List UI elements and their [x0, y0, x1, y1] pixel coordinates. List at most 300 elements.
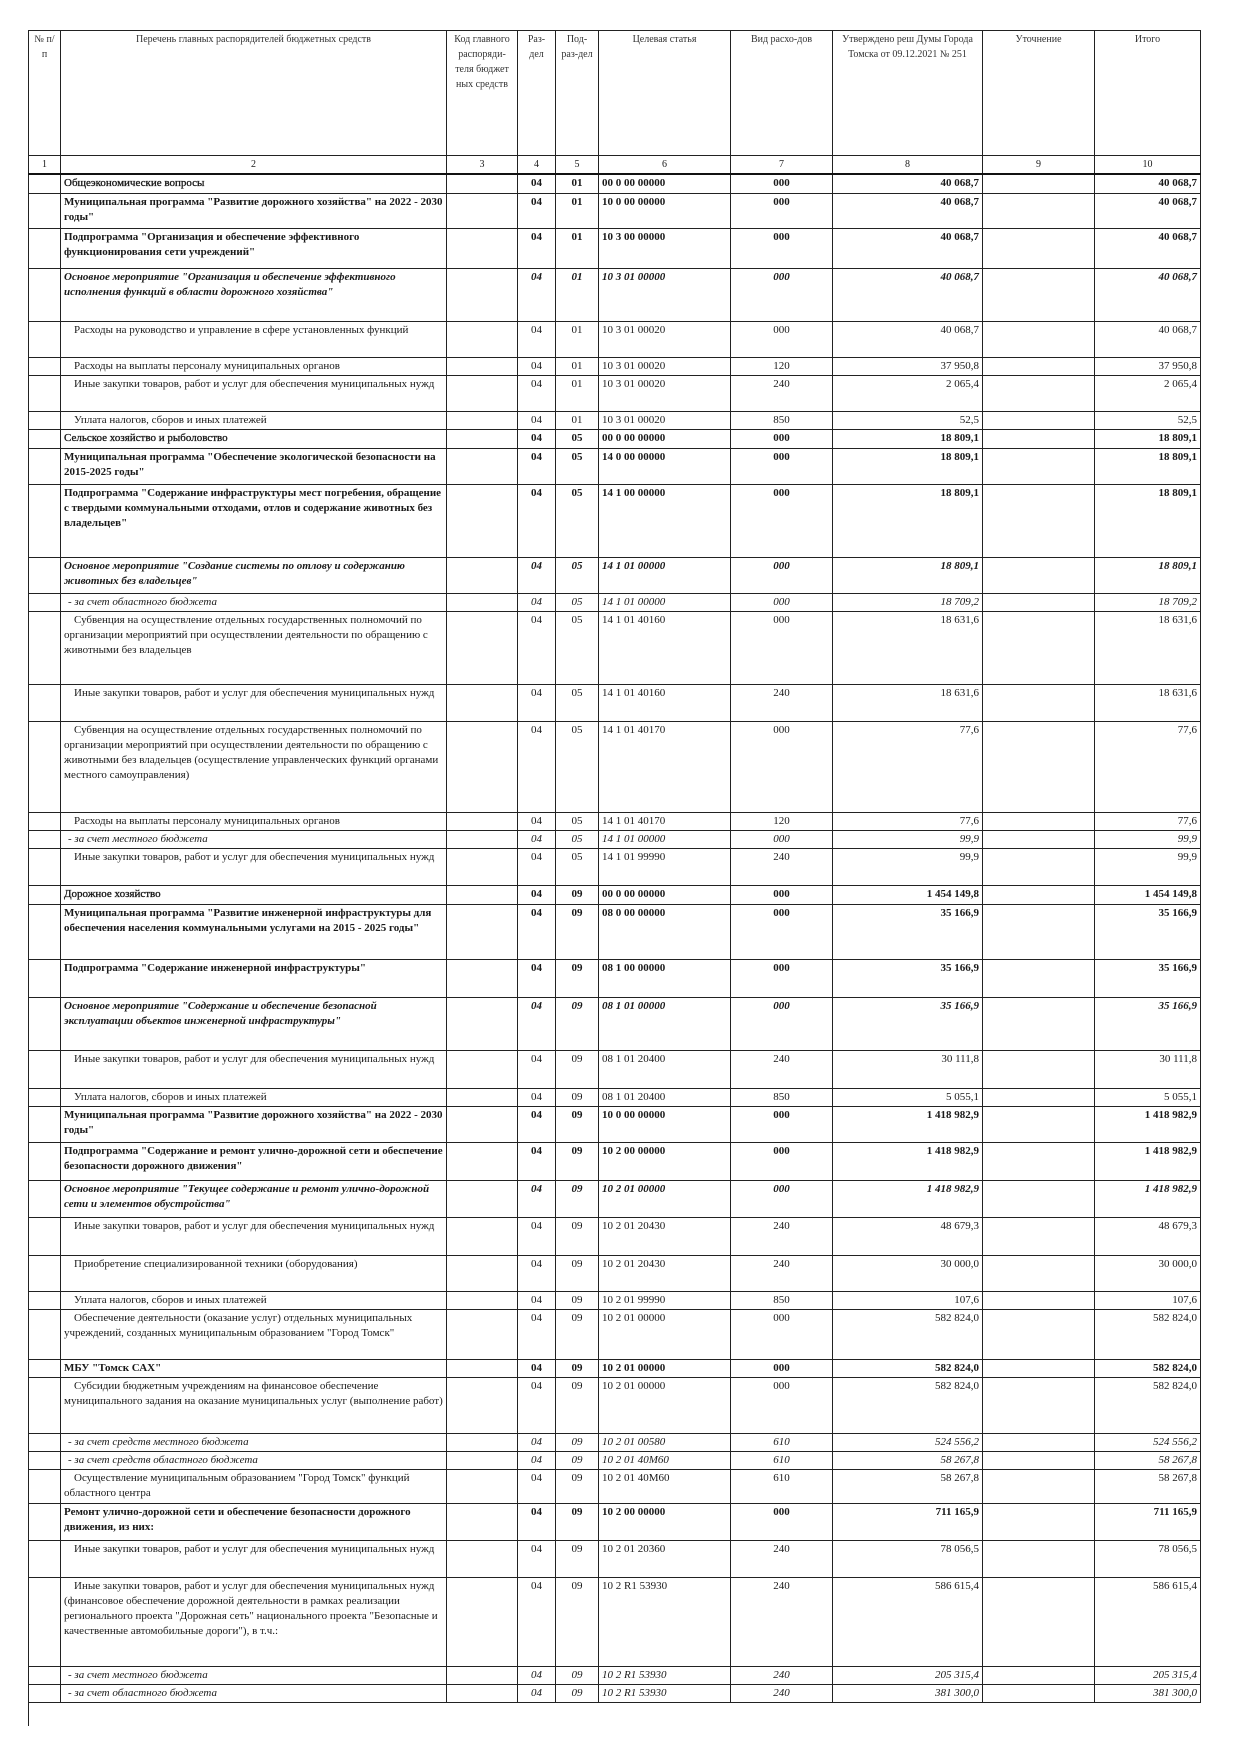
section-cell: 04 [518, 411, 556, 429]
expense-type-cell: 240 [731, 684, 833, 721]
table-row [29, 684, 1201, 721]
row-number-cell [29, 1217, 61, 1255]
section-cell: 04 [518, 375, 556, 411]
subsection-cell: 01 [556, 193, 599, 228]
row-number-cell [29, 1180, 61, 1217]
subsection-cell: 09 [556, 904, 599, 959]
adjustment-cell [983, 1106, 1095, 1142]
table-row [29, 228, 1201, 268]
approved-amount-cell: 40 068,7 [833, 321, 983, 357]
adjustment-cell [983, 885, 1095, 904]
expense-type-cell: 240 [731, 1577, 833, 1666]
header-row [29, 31, 1201, 156]
adjustment-cell [983, 1503, 1095, 1540]
table-row [29, 448, 1201, 484]
expense-type-cell: 000 [731, 193, 833, 228]
column-number: 1 [29, 156, 61, 175]
target-article-cell: 10 2 01 00000 [599, 1377, 731, 1433]
section-cell: 04 [518, 1088, 556, 1106]
target-article-cell: 00 0 00 00000 [599, 174, 731, 193]
subsection-cell: 09 [556, 959, 599, 997]
admin-code-cell [447, 997, 518, 1050]
admin-code-cell [447, 812, 518, 830]
row-number-cell [29, 1451, 61, 1469]
adjustment-cell [983, 484, 1095, 557]
approved-amount-cell: 582 824,0 [833, 1359, 983, 1377]
total-amount-cell: 582 824,0 [1095, 1359, 1201, 1377]
approved-amount-cell: 58 267,8 [833, 1469, 983, 1503]
column-number: 9 [983, 156, 1095, 175]
expense-type-cell: 000 [731, 1377, 833, 1433]
total-amount-cell: 711 165,9 [1095, 1503, 1201, 1540]
approved-amount-cell: 711 165,9 [833, 1503, 983, 1540]
total-amount-cell: 1 418 982,9 [1095, 1106, 1201, 1142]
subsection-cell: 09 [556, 1180, 599, 1217]
row-number-cell [29, 321, 61, 357]
table-row [29, 411, 1201, 429]
table-row [29, 1255, 1201, 1291]
row-number-cell [29, 411, 61, 429]
target-article-cell: 14 1 01 00000 [599, 593, 731, 611]
header-target-article: Целевая статья [599, 31, 731, 156]
section-cell: 04 [518, 997, 556, 1050]
target-article-cell: 10 2 01 20430 [599, 1217, 731, 1255]
approved-amount-cell: 30 111,8 [833, 1050, 983, 1088]
section-cell: 04 [518, 1217, 556, 1255]
target-article-cell: 10 2 01 40М60 [599, 1469, 731, 1503]
target-article-cell: 00 0 00 00000 [599, 429, 731, 448]
subsection-cell: 09 [556, 1309, 599, 1359]
section-cell: 04 [518, 904, 556, 959]
approved-amount-cell: 582 824,0 [833, 1309, 983, 1359]
subsection-cell: 05 [556, 812, 599, 830]
total-amount-cell: 40 068,7 [1095, 268, 1201, 321]
row-number-cell [29, 1433, 61, 1451]
target-article-cell: 10 2 01 20430 [599, 1255, 731, 1291]
table-row [29, 721, 1201, 812]
target-article-cell: 14 1 01 40160 [599, 684, 731, 721]
expense-type-cell: 000 [731, 593, 833, 611]
column-number: 7 [731, 156, 833, 175]
adjustment-cell [983, 721, 1095, 812]
section-cell: 04 [518, 1540, 556, 1577]
row-number-cell [29, 848, 61, 885]
total-amount-cell: 35 166,9 [1095, 997, 1201, 1050]
expense-type-cell: 000 [731, 1180, 833, 1217]
expense-type-cell: 240 [731, 848, 833, 885]
approved-amount-cell: 40 068,7 [833, 193, 983, 228]
expense-type-cell: 000 [731, 1142, 833, 1180]
column-number: 3 [447, 156, 518, 175]
approved-amount-cell: 18 809,1 [833, 448, 983, 484]
expense-type-cell: 240 [731, 1255, 833, 1291]
target-article-cell: 10 2 01 00000 [599, 1359, 731, 1377]
subsection-cell: 05 [556, 448, 599, 484]
subsection-cell: 01 [556, 174, 599, 193]
admin-code-cell [447, 484, 518, 557]
total-amount-cell: 524 556,2 [1095, 1433, 1201, 1451]
expense-type-cell: 240 [731, 1217, 833, 1255]
adjustment-cell [983, 1684, 1095, 1702]
expense-type-cell: 000 [731, 611, 833, 684]
expense-type-cell: 850 [731, 1088, 833, 1106]
total-amount-cell: 18 631,6 [1095, 684, 1201, 721]
admin-code-cell [447, 1666, 518, 1684]
expense-type-cell: 000 [731, 1309, 833, 1359]
row-number-cell [29, 1503, 61, 1540]
approved-amount-cell: 78 056,5 [833, 1540, 983, 1577]
target-article-cell: 10 2 01 40М60 [599, 1451, 731, 1469]
table-row [29, 375, 1201, 411]
row-number-cell [29, 375, 61, 411]
row-name-cell: Муниципальная программа "Развитие дорожного хозяйства" на 2022 - 2030 годы" [61, 1106, 447, 1142]
row-name-cell: Подпрограмма "Содержание инфраструктуры мест погребения, обращение с твердыми коммунальными отходами, отлов и содержание животных без владельцев" [61, 484, 447, 557]
total-amount-cell: 18 709,2 [1095, 593, 1201, 611]
expense-type-cell: 000 [731, 997, 833, 1050]
table-row [29, 959, 1201, 997]
row-name-cell: Субвенция на осуществление отдельных государственных полномочий по организации мероприятий при осуществлении деятельности по обращению с животными без владельцев [61, 611, 447, 684]
admin-code-cell [447, 830, 518, 848]
subsection-cell: 05 [556, 848, 599, 885]
adjustment-cell [983, 1050, 1095, 1088]
target-article-cell: 10 2 R1 53930 [599, 1684, 731, 1702]
row-name-cell: Иные закупки товаров, работ и услуг для обеспечения муниципальных нужд [61, 1540, 447, 1577]
row-name-cell: Расходы на выплаты персоналу муниципальных органов [61, 357, 447, 375]
adjustment-cell [983, 1180, 1095, 1217]
expense-type-cell: 000 [731, 904, 833, 959]
approved-amount-cell: 381 300,0 [833, 1684, 983, 1702]
expense-type-cell: 120 [731, 357, 833, 375]
adjustment-cell [983, 375, 1095, 411]
section-cell: 04 [518, 885, 556, 904]
expense-type-cell: 000 [731, 174, 833, 193]
column-number-row [29, 156, 1201, 175]
row-number-cell [29, 1377, 61, 1433]
approved-amount-cell: 37 950,8 [833, 357, 983, 375]
target-article-cell: 14 1 01 00000 [599, 830, 731, 848]
header-adjustment: Уточнение [983, 31, 1095, 156]
expense-type-cell: 000 [731, 321, 833, 357]
total-amount-cell: 78 056,5 [1095, 1540, 1201, 1577]
total-amount-cell: 18 809,1 [1095, 484, 1201, 557]
column-number: 5 [556, 156, 599, 175]
subsection-cell: 05 [556, 830, 599, 848]
admin-code-cell [447, 193, 518, 228]
row-name-cell: Сельское хозяйство и рыболовство [61, 429, 447, 448]
table-row [29, 1577, 1201, 1666]
expense-type-cell: 000 [731, 959, 833, 997]
row-number-cell [29, 268, 61, 321]
table-row [29, 593, 1201, 611]
row-number-cell [29, 1309, 61, 1359]
expense-type-cell: 000 [731, 1503, 833, 1540]
admin-code-cell [447, 1540, 518, 1577]
total-amount-cell: 77,6 [1095, 812, 1201, 830]
target-article-cell: 08 0 00 00000 [599, 904, 731, 959]
total-amount-cell: 40 068,7 [1095, 228, 1201, 268]
adjustment-cell [983, 448, 1095, 484]
row-number-cell [29, 1684, 61, 1702]
table-row [29, 357, 1201, 375]
expense-type-cell: 000 [731, 228, 833, 268]
adjustment-cell [983, 1359, 1095, 1377]
row-name-cell: - за счет средств местного бюджета [61, 1433, 447, 1451]
admin-code-cell [447, 611, 518, 684]
row-name-cell: Иные закупки товаров, работ и услуг для обеспечения муниципальных нужд [61, 1217, 447, 1255]
column-number: 4 [518, 156, 556, 175]
table-row [29, 611, 1201, 684]
adjustment-cell [983, 1291, 1095, 1309]
row-number-cell [29, 721, 61, 812]
subsection-cell: 05 [556, 721, 599, 812]
row-name-cell: Муниципальная программа "Развитие инженерной инфраструктуры для обеспечения населения коммунальными услугами на 2015 - 2025 годы" [61, 904, 447, 959]
adjustment-cell [983, 611, 1095, 684]
approved-amount-cell: 1 418 982,9 [833, 1180, 983, 1217]
adjustment-cell [983, 959, 1095, 997]
target-article-cell: 10 3 01 00020 [599, 411, 731, 429]
table-row [29, 1540, 1201, 1577]
admin-code-cell [447, 429, 518, 448]
admin-code-cell [447, 1577, 518, 1666]
adjustment-cell [983, 997, 1095, 1050]
table-row [29, 174, 1201, 193]
subsection-cell: 09 [556, 1088, 599, 1106]
subsection-cell: 09 [556, 1291, 599, 1309]
total-amount-cell: 40 068,7 [1095, 174, 1201, 193]
table-row [29, 429, 1201, 448]
table-row [29, 1088, 1201, 1106]
row-number-cell [29, 1106, 61, 1142]
section-cell: 04 [518, 1469, 556, 1503]
row-number-cell [29, 885, 61, 904]
approved-amount-cell: 1 418 982,9 [833, 1142, 983, 1180]
approved-amount-cell: 18 709,2 [833, 593, 983, 611]
total-amount-cell: 586 615,4 [1095, 1577, 1201, 1666]
admin-code-cell [447, 174, 518, 193]
row-name-cell: Уплата налогов, сборов и иных платежей [61, 1088, 447, 1106]
adjustment-cell [983, 1309, 1095, 1359]
admin-code-cell [447, 1088, 518, 1106]
row-number-cell [29, 611, 61, 684]
table-row [29, 1469, 1201, 1503]
row-name-cell: Дорожное хозяйство [61, 885, 447, 904]
section-cell: 04 [518, 684, 556, 721]
table-row [29, 321, 1201, 357]
row-number-cell [29, 1050, 61, 1088]
subsection-cell: 09 [556, 1503, 599, 1540]
table-row [29, 193, 1201, 228]
adjustment-cell [983, 830, 1095, 848]
subsection-cell: 09 [556, 885, 599, 904]
admin-code-cell [447, 721, 518, 812]
row-number-cell [29, 228, 61, 268]
subsection-cell: 09 [556, 1684, 599, 1702]
approved-amount-cell: 99,9 [833, 848, 983, 885]
section-cell: 04 [518, 1291, 556, 1309]
header-number: № п/п [29, 31, 61, 156]
target-article-cell: 10 3 01 00020 [599, 321, 731, 357]
table-row [29, 1142, 1201, 1180]
left-border-line [28, 1686, 29, 1726]
total-amount-cell: 99,9 [1095, 848, 1201, 885]
target-article-cell: 10 3 01 00020 [599, 357, 731, 375]
subsection-cell: 09 [556, 1540, 599, 1577]
row-number-cell [29, 557, 61, 593]
subsection-cell: 09 [556, 1433, 599, 1451]
approved-amount-cell: 77,6 [833, 812, 983, 830]
total-amount-cell: 1 418 982,9 [1095, 1180, 1201, 1217]
admin-code-cell [447, 321, 518, 357]
total-amount-cell: 30 000,0 [1095, 1255, 1201, 1291]
approved-amount-cell: 99,9 [833, 830, 983, 848]
total-amount-cell: 52,5 [1095, 411, 1201, 429]
subsection-cell: 01 [556, 228, 599, 268]
expense-type-cell: 000 [731, 484, 833, 557]
row-name-cell: Подпрограмма "Содержание инженерной инфраструктуры" [61, 959, 447, 997]
expense-type-cell: 000 [731, 830, 833, 848]
subsection-cell: 05 [556, 593, 599, 611]
row-name-cell: Основное мероприятие "Содержание и обеспечение безопасной эксплуатации объектов инженерной инфраструктуры" [61, 997, 447, 1050]
expense-type-cell: 000 [731, 1359, 833, 1377]
admin-code-cell [447, 1309, 518, 1359]
approved-amount-cell: 205 315,4 [833, 1666, 983, 1684]
approved-amount-cell: 77,6 [833, 721, 983, 812]
row-name-cell: Субвенция на осуществление отдельных государственных полномочий по организации мероприятий при осуществлении деятельности по обращению с животными без владельцев (осуществление управленческих функций органами местного самоуправления) [61, 721, 447, 812]
target-article-cell: 08 1 01 20400 [599, 1088, 731, 1106]
target-article-cell: 10 0 00 00000 [599, 1106, 731, 1142]
row-name-cell: Иные закупки товаров, работ и услуг для обеспечения муниципальных нужд [61, 684, 447, 721]
adjustment-cell [983, 1540, 1095, 1577]
adjustment-cell [983, 1255, 1095, 1291]
adjustment-cell [983, 1142, 1095, 1180]
total-amount-cell: 35 166,9 [1095, 959, 1201, 997]
row-name-cell: - за счет областного бюджета [61, 1684, 447, 1702]
subsection-cell: 09 [556, 1050, 599, 1088]
section-cell: 04 [518, 174, 556, 193]
header-expense-type: Вид расхо-дов [731, 31, 833, 156]
section-cell: 04 [518, 1142, 556, 1180]
target-article-cell: 14 0 00 00000 [599, 448, 731, 484]
table-row [29, 1309, 1201, 1359]
subsection-cell: 05 [556, 684, 599, 721]
row-number-cell [29, 1469, 61, 1503]
section-cell: 04 [518, 830, 556, 848]
subsection-cell: 01 [556, 375, 599, 411]
subsection-cell: 05 [556, 484, 599, 557]
row-name-cell: Иные закупки товаров, работ и услуг для обеспечения муниципальных нужд [61, 1050, 447, 1088]
admin-code-cell [447, 959, 518, 997]
column-number: 2 [61, 156, 447, 175]
admin-code-cell [447, 375, 518, 411]
adjustment-cell [983, 1377, 1095, 1433]
expense-type-cell: 240 [731, 375, 833, 411]
section-cell: 04 [518, 357, 556, 375]
adjustment-cell [983, 193, 1095, 228]
table-row [29, 1359, 1201, 1377]
table-row [29, 885, 1201, 904]
approved-amount-cell: 30 000,0 [833, 1255, 983, 1291]
total-amount-cell: 40 068,7 [1095, 193, 1201, 228]
subsection-cell: 01 [556, 321, 599, 357]
table-row [29, 1684, 1201, 1702]
approved-amount-cell: 524 556,2 [833, 1433, 983, 1451]
expense-type-cell: 240 [731, 1050, 833, 1088]
subsection-cell: 09 [556, 1577, 599, 1666]
section-cell: 04 [518, 268, 556, 321]
section-cell: 04 [518, 1577, 556, 1666]
admin-code-cell [447, 1180, 518, 1217]
section-cell: 04 [518, 1503, 556, 1540]
section-cell: 04 [518, 1050, 556, 1088]
row-name-cell: Подпрограмма "Организация и обеспечение эффективного функционирования сети учреждений" [61, 228, 447, 268]
table-row [29, 830, 1201, 848]
admin-code-cell [447, 684, 518, 721]
admin-code-cell [447, 1359, 518, 1377]
total-amount-cell: 381 300,0 [1095, 1684, 1201, 1702]
target-article-cell: 10 2 01 99990 [599, 1291, 731, 1309]
row-name-cell: - за счет местного бюджета [61, 1666, 447, 1684]
subsection-cell: 09 [556, 1255, 599, 1291]
total-amount-cell: 30 111,8 [1095, 1050, 1201, 1088]
section-cell: 04 [518, 1255, 556, 1291]
expense-type-cell: 610 [731, 1451, 833, 1469]
expense-type-cell: 120 [731, 812, 833, 830]
approved-amount-cell: 40 068,7 [833, 268, 983, 321]
target-article-cell: 10 2 01 00580 [599, 1433, 731, 1451]
total-amount-cell: 582 824,0 [1095, 1377, 1201, 1433]
expense-type-cell: 850 [731, 411, 833, 429]
table-row [29, 557, 1201, 593]
total-amount-cell: 37 950,8 [1095, 357, 1201, 375]
budget-table [28, 30, 1201, 1703]
target-article-cell: 14 1 01 40160 [599, 611, 731, 684]
approved-amount-cell: 1 418 982,9 [833, 1106, 983, 1142]
row-number-cell [29, 429, 61, 448]
total-amount-cell: 1 454 149,8 [1095, 885, 1201, 904]
adjustment-cell [983, 1433, 1095, 1451]
target-article-cell: 10 3 01 00000 [599, 268, 731, 321]
row-name-cell: Осуществление муниципальным образованием "Город Томск" функций областного центра [61, 1469, 447, 1503]
table-row [29, 904, 1201, 959]
row-name-cell: Муниципальная программа "Обеспечение экологической безопасности на 2015-2025 годы" [61, 448, 447, 484]
subsection-cell: 09 [556, 1377, 599, 1433]
admin-code-cell [447, 1377, 518, 1433]
section-cell: 04 [518, 321, 556, 357]
total-amount-cell: 18 809,1 [1095, 429, 1201, 448]
expense-type-cell: 000 [731, 268, 833, 321]
table-row [29, 848, 1201, 885]
section-cell: 04 [518, 1377, 556, 1433]
header-approved: Утверждено реш Думы Города Томска от 09.12.2021 № 251 [833, 31, 983, 156]
approved-amount-cell: 35 166,9 [833, 959, 983, 997]
admin-code-cell [447, 411, 518, 429]
row-number-cell [29, 1291, 61, 1309]
approved-amount-cell: 2 065,4 [833, 375, 983, 411]
table-row [29, 812, 1201, 830]
subsection-cell: 09 [556, 1142, 599, 1180]
admin-code-cell [447, 1142, 518, 1180]
adjustment-cell [983, 321, 1095, 357]
adjustment-cell [983, 174, 1095, 193]
table-row [29, 1217, 1201, 1255]
row-number-cell [29, 997, 61, 1050]
row-name-cell: Расходы на руководство и управление в сфере установленных функций [61, 321, 447, 357]
target-article-cell: 10 2 00 00000 [599, 1142, 731, 1180]
subsection-cell: 05 [556, 611, 599, 684]
approved-amount-cell: 582 824,0 [833, 1377, 983, 1433]
header-name: Перечень главных распорядителей бюджетных средств [61, 31, 447, 156]
row-name-cell: Субсидии бюджетным учреждениям на финансовое обеспечение муниципального задания на оказание муниципальных услуг (выполнение работ) [61, 1377, 447, 1433]
